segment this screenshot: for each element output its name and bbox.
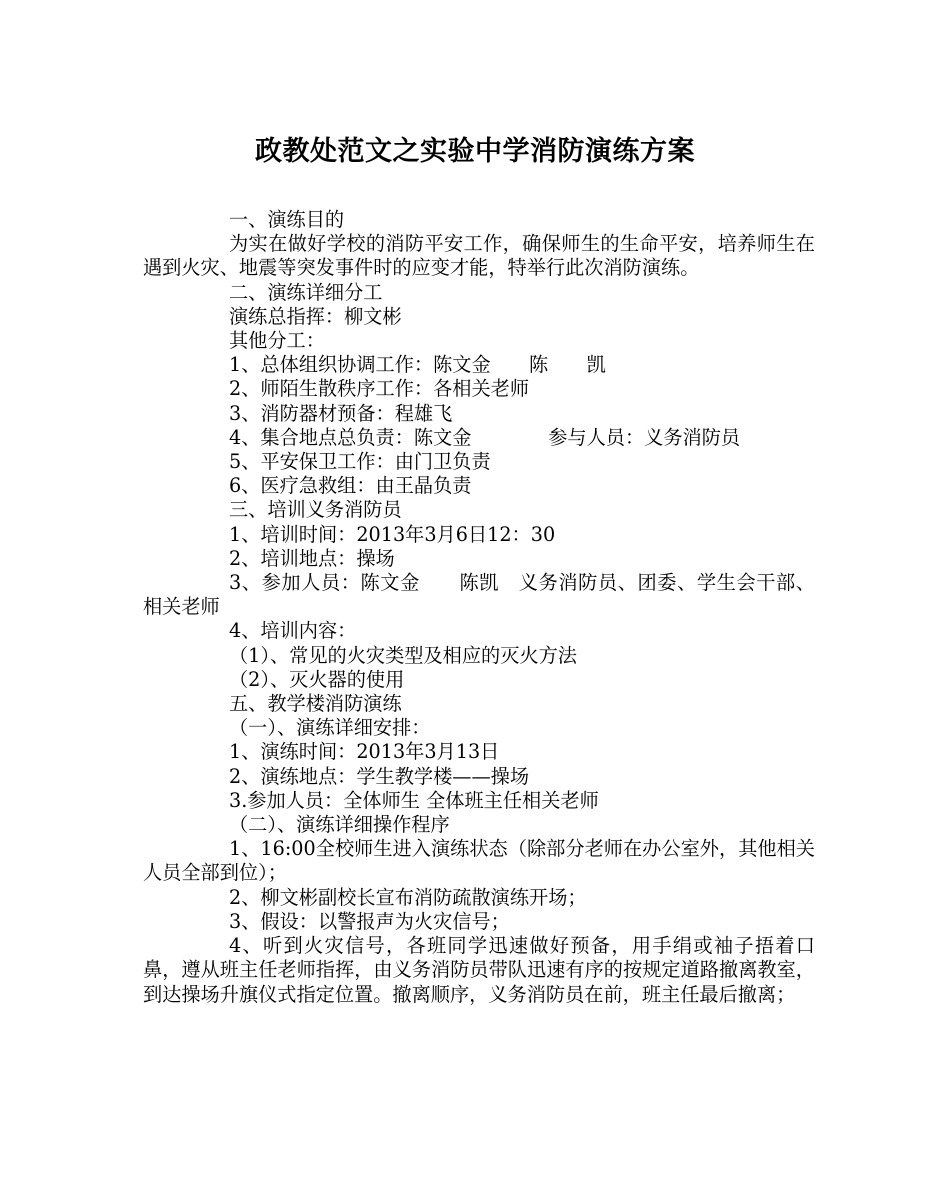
list-item: （2）、灭火器的使用 — [229, 667, 405, 691]
list-item: 3、消防器材预备：程雄飞 — [229, 401, 453, 425]
list-item: 4、培训内容： — [229, 619, 357, 643]
section-heading: 三、培训义务消防员 — [229, 498, 402, 522]
subsection-heading: （二）、演练详细操作程序 — [229, 813, 450, 837]
list-item: 2、演练地点：学生教学楼——操场 — [229, 764, 530, 788]
list-item: 2、柳文彬副校长宣布消防疏散演练开场； — [229, 885, 587, 909]
list-item: 4、听到火灾信号，各班同学迅速做好预备，用手绢或袖子捂着口鼻，遵从班主任老师指挥，由义务消防员带队迅速有序的按规定道路撤离教室，到达操场升旗仪式指定位置。撤离顺序，义务消防员在前，班主任最后撤离； — [143, 934, 815, 1006]
list-item: 1、演练时间：2013年3月13日 — [229, 740, 500, 764]
list-item: 1、培训时间：2013年3月6日12：30 — [229, 522, 556, 546]
list-item: 2、师陌生散秩序工作：各相关老师 — [229, 377, 530, 401]
list-item: 3、参加人员：陈文金 陈凯 义务消防员、团委、学生会干部、相关老师 — [143, 571, 815, 619]
document-body — [143, 208, 815, 1007]
list-item: 3、假设：以警报声为火灾信号； — [229, 909, 510, 933]
list-item: 3.参加人员：全体师生 全体班主任相关老师 — [229, 788, 599, 812]
list-item: 5、平安保卫工作：由门卫负责 — [229, 450, 491, 474]
section-heading: 五、教学楼消防演练 — [229, 692, 402, 716]
list-item: 演练总指挥：柳文彬 — [229, 304, 402, 328]
list-item: 1、16:00全校师生进入演练状态（除部分老师在办公室外，其他相关人员全部到位）； — [143, 837, 815, 885]
list-item: 1、总体组织协调工作：陈文金 陈 凯 — [229, 353, 606, 377]
subsection-heading: （一）、演练详细安排： — [229, 716, 431, 740]
document-title: 政教处范文之实验中学消防演练方案 — [255, 136, 695, 167]
list-item: 2、培训地点：操场 — [229, 546, 395, 570]
list-item: 4、集合地点总负责：陈文金 参与人员：义务消防员 — [229, 425, 741, 449]
section-heading: 一、演练目的 — [229, 208, 345, 231]
list-item: （1）、常见的火灾类型及相应的灭火方法 — [229, 643, 577, 667]
section-heading: 二、演练详细分工 — [229, 280, 383, 304]
list-item: 6、医疗急救组：由王晶负责 — [229, 474, 472, 498]
list-item: 其他分工： — [229, 329, 325, 353]
paragraph: 为实在做好学校的消防平安工作，确保师生的生命平安，培养师生在遇到火灾、地震等突发事件时的应变才能，特举行此次消防演练。 — [143, 232, 815, 280]
